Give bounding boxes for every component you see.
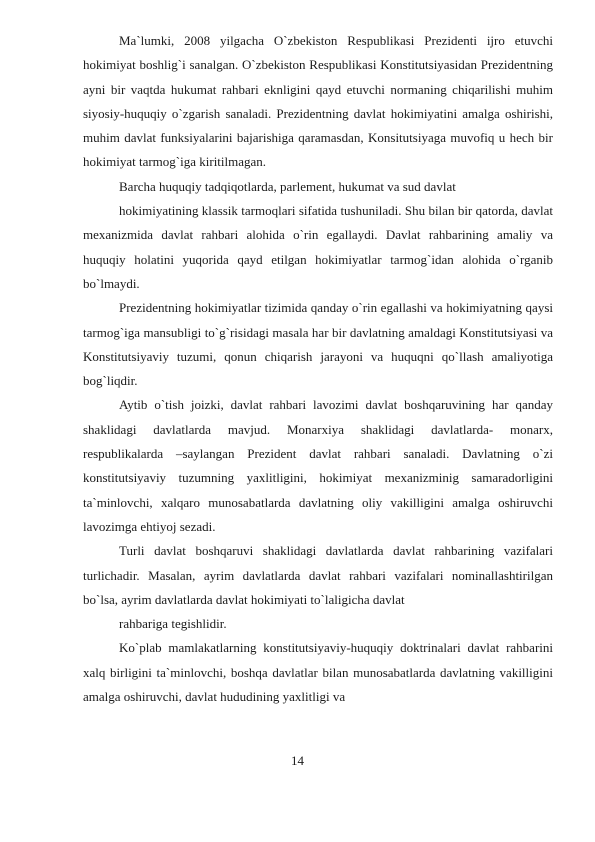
body-text xyxy=(83,29,553,709)
page-number: 14 xyxy=(291,753,304,768)
paragraph-1: Ma`lumki, 2008 yilgacha O`zbekiston Respublikasi Prezidenti ijro etuvchi hokimiyat boshlig`i sanalgan. O`zbekiston Respublikasi Konstitutsiyasidan Prezidentning ayni bir vaqtda hukumat rahbari eknligini qayd etuvchi normaning chiqarilishi muhim siyosiy-huquqiy o`zgarish sanaladi. Prezidentning davlat hokimiyatini amalga oshirishi, muhim davlat funksiyalarini bajarishiga qaramasdan, Konsitutsiyaga muvofiq u hech bir hokimiyat tarmog`iga kiritilmagan. xyxy=(83,33,553,170)
paragraph-5: Aytib o`tish joizki, davlat rahbari lavozimi davlat boshqaruvining har qanday shaklidagi davlatlarda mavjud. Monarxiya shaklidagi davlatlarda- monarx, respublikalarda –saylangan Prezident davlat rahbari sanaladi. Davlatning o`zi konstitutsiyaviy tuzumning yaxlitligini, hokimiyat mexanizminig samaradorligini ta`minlovchi, xalqaro munosabatlarda davlatning oliy vakilligini amalga oshiruvchi lavozimga ehtiyoj sezadi. xyxy=(83,397,553,534)
paragraph-8: Ko`plab mamlakatlarning konstitutsiyaviy-huquqiy doktrinalari davlat rahbarini xalq birligini ta`minlovchi, boshqa davlatlar bilan munosabatlarda davlatning vakilligini amalga oshiruvchi, davlat hududining yaxlitligi va xyxy=(83,640,553,705)
paragraph-7: rahbariga tegishlidir. xyxy=(119,616,227,632)
paragraph-3: hokimiyatining klassik tarmoqlari sifatida tushuniladi. Shu bilan bir qatorda, davlat mexanizmida davlat rahbari alohida o`rin egallaydi. Davlat rahbarining amaliy va huquqiy holatini yuqorida qayd etilgan hokimiyatlar tarmog`idan alohida o`rganib bo`lmaydi. xyxy=(83,203,553,291)
paragraph-4: Prezidentning hokimiyatlar tizimida qanday o`rin egallashi va hokimiyatning qaysi tarmog`iga mansubligi to`g`risidagi masala har bir davlatning amaldagi Konstitutsiyasi va Konstitutsiyaviy tuzumi, qonun chiqarish jarayoni va huquqni qo`llash amaliyotiga bog`liqdir. xyxy=(83,300,553,389)
paragraph-6: Turli davlat boshqaruvi shaklidagi davlatlarda davlat rahbarining vazifalari turlichadir. Masalan, ayrim davlatlarda davlat rahbari vazifalari nominallashtirilgan bo`lsa, ayrim davlatlarda davlat hokimiyati to`laligicha davlat xyxy=(83,543,553,607)
paragraph-2: Barcha huquqiy tadqiqotlarda, parlement, hukumat va sud davlat xyxy=(119,178,456,194)
